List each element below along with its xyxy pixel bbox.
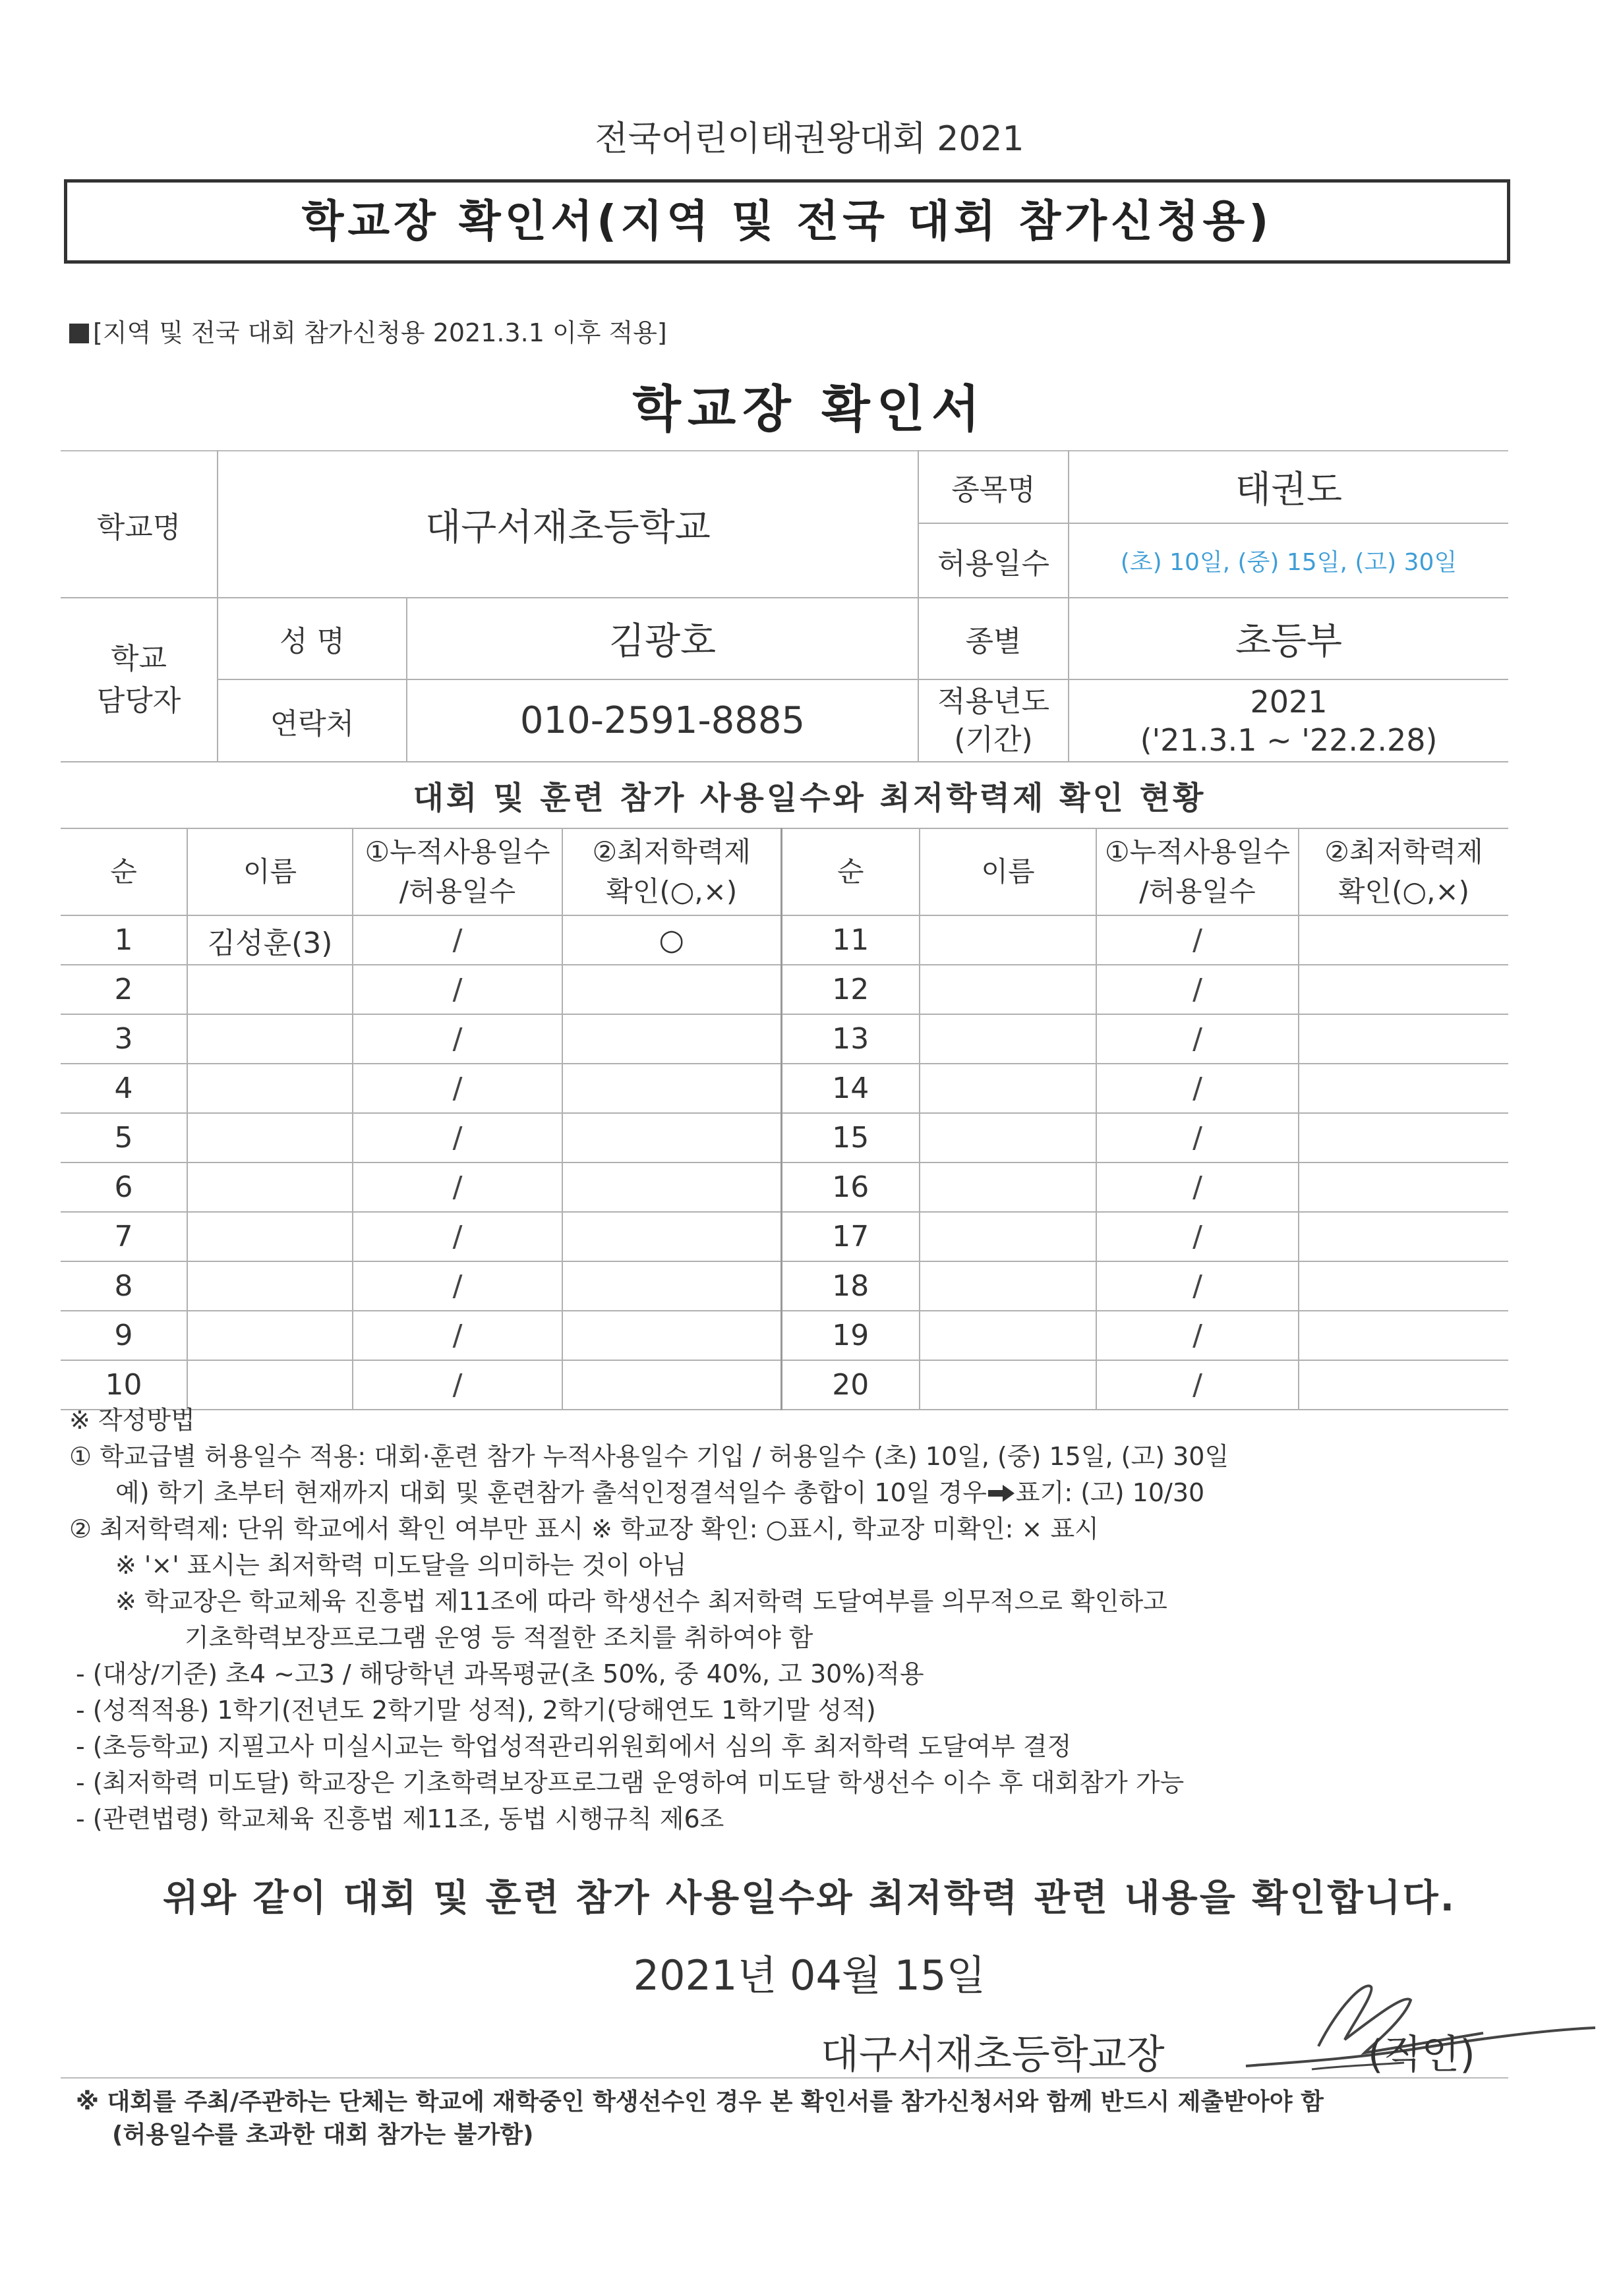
row-minimum-check-2 [1299,1212,1508,1261]
table-row [61,1311,1508,1360]
header-days: ①누적사용일수 /허용일수 [353,828,562,915]
division-value: 초등부 [1069,598,1508,679]
header-no: 순 [61,828,187,915]
row-minimum-check [562,965,781,1014]
row-name [187,1064,353,1113]
row-days-slash: / [353,1311,562,1360]
row-name [187,1162,353,1212]
row-number: 2 [61,965,187,1014]
row-minimum-check-2 [1299,965,1508,1014]
row-days-slash-2: / [1096,1113,1299,1162]
name-label: 성 명 [218,598,407,679]
table-row [61,1162,1508,1212]
row-days-slash: / [353,1261,562,1311]
row-days-slash: / [353,1360,562,1410]
table-row [61,965,1508,1014]
row-number-2: 20 [781,1360,920,1410]
year-label: 적용년도 (기간) [918,679,1069,762]
row-minimum-check: ○ [562,915,781,965]
guide-item-1-example [69,1475,1519,1511]
square-bullet-icon [69,324,89,343]
header-name: 이름 [187,828,353,915]
allowed-days-label: 허용일수 [918,523,1069,598]
row-days-slash-2: / [1096,915,1299,965]
guide-example-notation: 표기: (고) 10/30 [1015,1478,1205,1507]
row-minimum-check [562,1212,781,1261]
row-name [187,965,353,1014]
table-row [61,1113,1508,1162]
row-number: 7 [61,1212,187,1261]
header-name-2: 이름 [920,828,1096,915]
document-title-box [64,179,1510,264]
row-days-slash: / [353,1162,562,1212]
row-days-slash: / [353,1212,562,1261]
guide-item-2-note-b: ※ 학교장은 학교체육 진흥법 제11조에 따라 학생선수 최저학력 도달여부를 의무적으로 확인하고 [115,1587,1167,1616]
principal-title: 대구서재초등학교장 [821,2032,1165,2078]
row-name-2 [920,1212,1096,1261]
row-number-2: 16 [781,1162,920,1212]
row-number-2: 18 [781,1261,920,1311]
table-row [61,915,1508,965]
row-number: 9 [61,1311,187,1360]
row-minimum-check [562,1064,781,1113]
row-number: 3 [61,1014,187,1064]
row-number-2: 17 [781,1212,920,1261]
row-name [187,1113,353,1162]
document-title: 학교장 확인서(지역 및 전국 대회 참가신청용) [301,196,1273,246]
confirmation-statement: 위와 같이 대회 및 훈련 참가 사용일수와 최저학력 관련 내용을 확인합니다. [162,1877,1457,1920]
event-title: 전국어린이태권왕대회 2021 [595,119,1024,159]
footnote-line-2: (허용일수를 초과한 대회 참가는 불가함) [112,2121,534,2148]
footnote-divider [61,2077,1508,2079]
form-title: 학교장 확인서 [632,380,987,438]
row-number: 8 [61,1261,187,1311]
official-seal-label: (직인) [1368,2032,1475,2078]
row-days-slash: / [353,915,562,965]
manager-label: 학교 담당자 [61,598,218,762]
roster-body [61,828,1508,1410]
row-minimum-check [562,1311,781,1360]
row-days-slash-2: / [1096,1014,1299,1064]
form-note-text: [지역 및 전국 대회 참가신청용 2021.3.1 이후 적용] [93,318,667,347]
school-label: 학교명 [61,451,218,598]
writing-guide [69,1402,1519,1837]
sport-value: 태권도 [1069,451,1508,523]
row-number-2: 15 [781,1113,920,1162]
row-number: 1 [61,915,187,965]
division-label: 종별 [918,598,1069,679]
name-value: 김광호 [407,598,918,679]
contact-value: 010-2591-8885 [407,679,918,762]
row-number: 4 [61,1064,187,1113]
row-name [187,1212,353,1261]
header-minimum: ②최저학력제 확인(○,×) [562,828,781,915]
contact-label: 연락처 [218,679,407,762]
row-days-slash-2: / [1096,965,1299,1014]
guide-example-text: 예) 학기 초부터 현재까지 대회 및 훈련참가 출석인정결석일수 총합이 10일 경우 [115,1478,987,1507]
row-name [187,1311,353,1360]
row-minimum-check-2 [1299,1113,1508,1162]
guide-detail-2: - (성적적용) 1학기(전년도 2학기말 성적), 2학기(당해연도 1학기말 성적) [76,1696,876,1725]
row-minimum-check-2 [1299,1311,1508,1360]
status-title: 대회 및 훈련 참가 사용일수와 최저학력제 확인 현황 [413,780,1206,817]
row-days-slash-2: / [1096,1360,1299,1410]
row-number-2: 19 [781,1311,920,1360]
row-days-slash-2: / [1096,1064,1299,1113]
row-name-2 [920,1014,1096,1064]
footnote-line-1: ※ 대회를 주최/주관하는 단체는 학교에 재학중인 학생선수인 경우 본 확인서를 참가신청서와 함께 반드시 제출받아야 함 [76,2088,1324,2115]
row-days-slash-2: / [1096,1311,1299,1360]
arrow-right-icon [987,1483,1016,1504]
row-name-2 [920,1311,1096,1360]
guide-item-2-note-c: 기초학력보장프로그램 운영 등 적절한 조치를 취하여야 함 [185,1623,813,1652]
row-minimum-check-2 [1299,1261,1508,1311]
guide-item-1: ① 학교급별 허용일수 적용: 대회·훈련 참가 누적사용일수 기입 / 허용일수 (초) 10일, (중) 15일, (고) 30일 [69,1442,1229,1471]
row-name-2 [920,1064,1096,1113]
table-row [61,1212,1508,1261]
year-value: 2021 ('21.3.1 ~ '22.2.28) [1069,679,1508,762]
roster-header-row [61,828,1508,915]
footnote [76,2086,1324,2152]
school-info-table [61,450,1508,762]
roster-table [61,828,1508,1410]
allowed-days-value: (초) 10일, (중) 15일, (고) 30일 [1069,523,1508,598]
row-minimum-check-2 [1299,1014,1508,1064]
guide-item-2-note-a: ※ '×' 표시는 최저학력 미도달을 의미하는 것이 아님 [115,1551,687,1580]
row-days-slash-2: / [1096,1212,1299,1261]
row-name-2 [920,1113,1096,1162]
row-minimum-check [562,1261,781,1311]
row-days-slash: / [353,965,562,1014]
row-name [187,1014,353,1064]
school-name: 대구서재초등학교 [218,451,918,598]
header-minimum-2: ②최저학력제 확인(○,×) [1299,828,1508,915]
row-number: 6 [61,1162,187,1212]
guide-detail-1: - (대상/기준) 초4 ~고3 / 해당학년 과목평균(초 50%, 중 40%, 고 30%)적용 [76,1659,924,1688]
row-days-slash-2: / [1096,1162,1299,1212]
table-row [61,1261,1508,1311]
header-no-2: 순 [781,828,920,915]
row-days-slash: / [353,1113,562,1162]
form-note [69,312,667,349]
table-row [61,1064,1508,1113]
row-minimum-check [562,1162,781,1212]
row-number-2: 11 [781,915,920,965]
row-number: 5 [61,1113,187,1162]
row-name-2 [920,1162,1096,1212]
guide-item-2: ② 최저학력제: 단위 학교에서 확인 여부만 표시 ※ 학교장 확인: ○표시, 학교장 미확인: × 표시 [69,1514,1099,1543]
row-name-2 [920,965,1096,1014]
row-name: 김성훈(3) [187,915,353,965]
row-number-2: 14 [781,1064,920,1113]
header-days-2: ①누적사용일수 /허용일수 [1096,828,1299,915]
row-days-slash: / [353,1014,562,1064]
guide-detail-4: - (최저학력 미도달) 학교장은 기초학력보장프로그램 운영하여 미도달 학생선수 이수 후 대회참가 가능 [76,1768,1185,1797]
table-row [61,1014,1508,1064]
row-name [187,1261,353,1311]
row-minimum-check-2 [1299,1162,1508,1212]
guide-detail-3: - (초등학교) 지필고사 미실시교는 학업성적관리위원회에서 심의 후 최저학력 도달여부 결정 [76,1732,1072,1761]
row-number-2: 12 [781,965,920,1014]
row-minimum-check-2 [1299,1064,1508,1113]
row-number-2: 13 [781,1014,920,1064]
guide-detail-5: - (관련법령) 학교체육 진흥법 제11조, 동법 시행규칙 제6조 [76,1804,724,1833]
row-minimum-check [562,1014,781,1064]
row-minimum-check [562,1113,781,1162]
row-name-2 [920,1261,1096,1311]
row-days-slash: / [353,1064,562,1113]
row-days-slash-2: / [1096,1261,1299,1311]
row-number: 10 [61,1360,187,1410]
row-name-2 [920,915,1096,965]
guide-heading: ※ 작성방법 [69,1406,195,1435]
sport-label: 종목명 [918,451,1069,523]
issue-date: 2021년 04월 15일 [633,1951,986,1999]
row-minimum-check-2 [1299,915,1508,965]
